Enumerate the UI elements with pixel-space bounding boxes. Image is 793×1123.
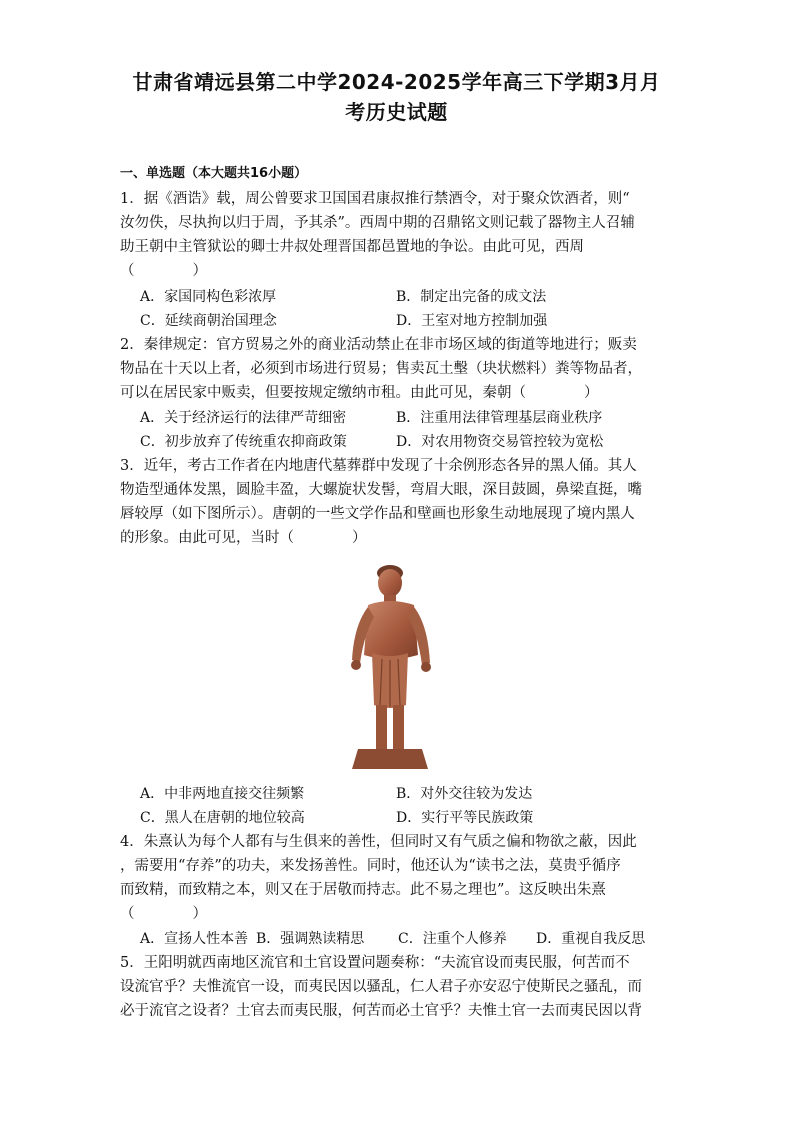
q4-option-a[interactable]: A．宣扬人性本善	[140, 931, 249, 947]
q3-line-3: 唇较厚（如下图所示）。唐朝的一些文学作品和壁画也形象生动地展现了境内黑人	[120, 506, 635, 522]
q3-line-2: 物造型通体发黑，圆脸丰盈，大螺旋状发髻，弯眉大眼，深目鼓圆，鼻梁直挺，嘴	[120, 482, 642, 498]
q3-option-c[interactable]: C．黑人在唐朝的地位较高	[140, 810, 305, 826]
document-title-line2: 考历史试题	[345, 100, 448, 124]
q5-line-2: 设流官乎？夫惟流官一设，而夷民因以骚乱，仁人君子亦安忍宁使斯民之骚乱，而	[120, 979, 642, 995]
q3-option-d[interactable]: D．实行平等民族政策	[396, 810, 534, 826]
q4-option-b[interactable]: B．强调熟读精思	[256, 931, 365, 947]
q1-option-d[interactable]: D．王室对地方控制加强	[396, 313, 548, 329]
q1-line-4: （ ）	[120, 263, 207, 279]
figurine-torso	[364, 601, 418, 659]
q1-line-3: 助王朝中主管狱讼的卿士井叔处理晋国都邑置地的争讼。由此可见，西周	[120, 239, 584, 255]
figurine-left-leg	[376, 705, 387, 749]
q3-option-b[interactable]: B．对外交往较为发达	[396, 786, 533, 802]
q4-line-3: 而致精，而致精之本，则又在于居敬而持志。此不易之理也”。这反映出朱熹	[120, 882, 606, 898]
q1-line-2: 汝勿佚，尽执拘以归于周，予其杀”。西周中期的召鼎铭文则记载了器物主人召辅	[120, 215, 635, 231]
q5-line-3: 必于流官之设者？土官去而夷民服，何苦而必土官乎？夫惟土官一去而夷民因以背	[120, 1003, 642, 1019]
figurine-head	[378, 569, 402, 597]
q3-line-4: 的形象。由此可见，当时（ ）	[120, 530, 367, 546]
q1-option-b[interactable]: B．制定出完备的成文法	[396, 289, 547, 305]
q1-option-c[interactable]: C．延续商朝治国理念	[140, 313, 277, 329]
figurine-right-leg	[393, 705, 404, 749]
q1-line-1: 1．据《酒诰》载，周公曾要求卫国国君康叔推行禁酒令，对于聚众饮酒者，则“	[120, 191, 630, 207]
q2-option-a[interactable]: A．关于经济运行的法律严苛细密	[140, 410, 347, 426]
q1-option-a[interactable]: A．家国同构色彩浓厚	[140, 289, 277, 305]
q2-line-1: 2．秦律规定：官方贸易之外的商业活动禁止在非市场区域的街道等地进行；贩卖	[120, 337, 637, 353]
q4-line-1: 4．朱熹认为每个人都有与生俱来的善性，但同时又有气质之偏和物欲之蔽，因此	[120, 834, 637, 850]
q2-line-3: 可以在居民家中贩卖，但要按规定缴纳市租。由此可见，秦朝（ ）	[120, 385, 599, 401]
q4-option-c[interactable]: C．注重个人修养	[398, 931, 507, 947]
document-title-line1: 甘肃省靖远县第二中学2024-2025学年高三下学期3月月	[132, 70, 661, 94]
q2-option-c[interactable]: C．初步放弃了传统重农抑商政策	[140, 434, 347, 450]
figurine-base	[352, 749, 428, 769]
tang-figurine-image	[330, 555, 450, 775]
q3-line-1: 3．近年，考古工作者在内地唐代墓葬群中发现了十余例形态各异的黑人俑。其人	[120, 458, 637, 474]
q2-option-d[interactable]: D．对农用物资交易管控较为宽松	[396, 434, 604, 450]
q4-line-4: （ ）	[120, 906, 207, 922]
q5-line-1: 5．王阳明就西南地区流官和土官设置问题奏称：“夫流官设而夷民服，何苦而不	[120, 955, 630, 971]
q4-line-2: ，需要用“存养”的功夫，来发扬善性。同时，他还认为“读书之法，莫贵乎循序	[120, 858, 621, 874]
q2-line-2: 物品在十天以上者，必须到市场进行贸易；售卖瓦土墼（块状燃料）粪等物品者，	[120, 361, 642, 377]
section-heading: 一、单选题（本大题共16小题）	[120, 166, 308, 181]
q3-option-a[interactable]: A．中非两地直接交往频繁	[140, 786, 305, 802]
q4-option-d[interactable]: D．重视自我反思	[536, 931, 646, 947]
q2-option-b[interactable]: B．注重用法律管理基层商业秩序	[396, 410, 603, 426]
